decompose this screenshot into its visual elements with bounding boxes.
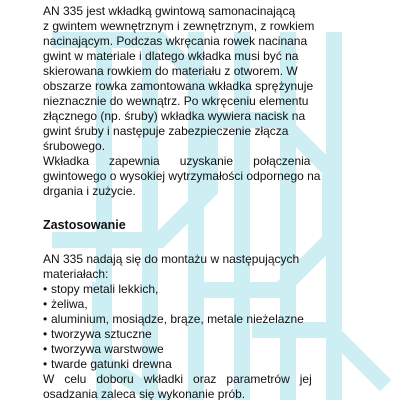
description-line: AN 335 jest wkładką gwintową samonacinającą (43, 4, 296, 18)
description-line: drgania i zużycie. (43, 184, 136, 198)
list-item-text: aluminium, mosiądze, brąze, metale nieżelazne (51, 312, 304, 326)
list-item (43, 297, 371, 312)
description-line: Wkładka zapewnia uzyskanie połączenia (43, 154, 311, 168)
list-item (43, 282, 371, 297)
description-line: gwint w materiale i dlatego wkładka musi być na (43, 49, 299, 63)
description-line: śrubowego. (43, 139, 106, 153)
list-item-text: tworzywa warstwowe (51, 342, 164, 356)
bullet-icon: • (43, 327, 48, 341)
materials-list (43, 282, 371, 372)
bullet-icon: • (43, 282, 48, 296)
list-item (43, 312, 371, 327)
description-line: z gwintem wewnętrznym i zewnętrznym, z rowkiem (43, 19, 315, 33)
usage-intro-line: materiałach: (43, 267, 109, 281)
list-item-text: żeliwa, (51, 297, 88, 311)
list-item-text: stopy metali lekkich, (51, 282, 159, 296)
description-line: nieznacznie do wewnątrz. Po wkręceniu elementu (43, 94, 309, 108)
bullet-icon: • (43, 342, 48, 356)
usage-intro-line: AN 335 nadają się do montażu w następujących (43, 252, 300, 266)
description-line: nacinającym. Podczas wkręcania rowek nacinana (43, 34, 308, 48)
description-line: złącznego (np. śruby) wkładka wywiera nacisk na (43, 109, 306, 123)
bullet-icon: • (43, 357, 48, 371)
document-content (43, 4, 371, 400)
list-item (43, 357, 371, 372)
list-item (43, 327, 371, 342)
description-line: gwint śruby i następuje zabezpieczenie złącza (43, 124, 289, 138)
closing-line: W celu doboru wkładki oraz parametrów jej (43, 372, 312, 386)
section-heading-usage: Zastosowanie (43, 218, 126, 232)
description-line: obszarze rowka zamontowana wkładka sprężynuje (43, 79, 314, 93)
description-line: gwintowego o wysokiej wytrzymałości odpornego na (43, 169, 321, 183)
bullet-icon: • (43, 312, 48, 326)
list-item (43, 342, 371, 357)
product-description (43, 4, 371, 199)
list-item-text: tworzywa sztuczne (51, 327, 152, 341)
closing-line: osadzania zaleca się wykonanie prób. (43, 387, 246, 400)
usage-closing (43, 372, 371, 400)
bullet-icon: • (43, 297, 48, 311)
description-line: skierowana rowkiem do materiału z otworem. W (43, 64, 298, 78)
usage-intro (43, 252, 371, 282)
list-item-text: twarde gatunki drewna (51, 357, 172, 371)
